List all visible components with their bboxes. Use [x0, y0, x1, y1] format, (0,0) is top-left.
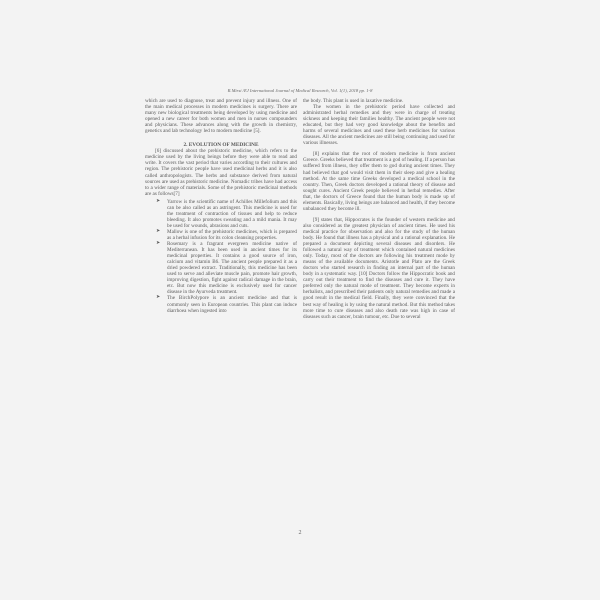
arrow-bullet-icon: ➤ [156, 241, 161, 247]
list-item [145, 295, 297, 313]
list-item [145, 199, 297, 229]
greece-paragraph: [8] explains that the root of modern medicine is from ancient Greece. Greeks believed that treatment is a god of healing. If a person has suffered from illness, they offer them to god during ancient times. They had believed that god would visit them in their sleep and give a healing method. At the same time Greeks developed a medical school in the country. Then, Greek doctors developed a rational theory of disease and sought cures. Ancient Greek people believed in herbal remedies. After that, the doctors of Greece found that the human body is made up of elements. Basically, living beings are balanced and health, if they become unbalanced they become ill. [303, 151, 456, 212]
arrow-bullet-icon: ➤ [156, 228, 161, 234]
right-column [303, 98, 455, 320]
bullet-text: Mallow is one of the prehistoric medicines, which is prepared as a herbal infusion for its colon cleansing properties. [167, 228, 297, 241]
bullet-text: The BirchPolypore is an ancient medicine and that is commonly seen in European countries. This plant can induce diarrhoea when ingested into [167, 295, 297, 314]
page-number: 2 [298, 530, 302, 536]
evolution-paragraph: [6] discussed about the prehistoric medicine, which refers to the medicine used by the living beings before they were able to read and write. It covers the vast period that varies according to their cultures and region. The prehistoric people have used medicinal herbs and it is also called anthropologists. The herbs and substance derived from natural sources are used as prehistoric medicine. Nomadic tribes have had access to a wider range of materials. Some of the prehistoric medicinal methods are as follows[7] [145, 148, 297, 197]
left-column [145, 98, 297, 314]
bullet-text: Rosemary is a fragrant evergreen medicine native of Mediterranean. It has been used in ancient times for its medicinal properties. It contains a good source of iron, calcium and vitamin B6. The ancient people prepared it as a dried powdered extract. Traditionally, this medicine has been used to serve and alleviate muscle pain, promote hair growth, improving digestion, fight against radical damage in the brain, etc. But now this medicine is exclusively used for cancer disease in the Ayurveda treatment. [167, 241, 297, 296]
continuation-paragraph: the body. This plant is used in laxative medicine. [303, 98, 404, 104]
arrow-bullet-icon: ➤ [156, 295, 161, 301]
bullet-list [145, 199, 297, 314]
list-item [145, 229, 297, 241]
section-heading: 2. EVOLUTION OF MEDICINE [183, 142, 259, 149]
list-item [145, 241, 297, 295]
hippocrates-paragraph: [9] states that, Hippocrates is the founder of western medicine and also considered as the greatest physician of ancient times. He used his medical practice for observation and also for the study of the human body. He found that illness has a physical and a rational explanation. He prepared a document depicting several diseases and disorders. He followed a natural way of treatment which contained natural medicines only. Today, most of the doctors are following his treatment mode by means of the available documents. Aristotle and Plato are the Greek doctors who started research in finding an internal part of the human body in a systematic way. [10] Doctors follow the Hippocratic book and carry out their treatment to find the diseases and cure it. They have preferred only the natural mode of treatment. They become experts in herbalists, and prescribed their patients only natural remedies and made a good result in the medical field. Finally, they were convinced that the best way of healing is by using the natural method. But this method takes more time to cure diseases and also death rate was high in case of diseases such as cancer, brain tumour, etc. Due to several [303, 216, 455, 320]
running-header: R.Mirsi /EJ International Journal of Medical Research, Vol. 1(1), 2018 pp. 1-8 [227, 88, 373, 93]
women-paragraph: The women in the prehistoric period have collected and administrated herbal remedies and they were in charge of treating sickness and keeping their families healthy. The ancient people were not educated, but they had very good knowledge about the benefits and harms of several medicines and used these herb medicines for various diseases. All the ancient medicines are still being continuing and used for various illnesses. [303, 104, 455, 147]
arrow-bullet-icon: ➤ [156, 198, 161, 204]
bullet-text: Yarrow is the scientific name of Achilles Millefolium and this can be also called as an astringent. This medicine is used for the treatment of contraction of tissues and help to reduce bleeding. It also promotes sweating and a mild mania. It may be used for wounds, abrasions and cuts. [167, 198, 297, 229]
intro-paragraph: which are used to diagnose, treat and prevent injury and illness. One of the main medical processes in modern medicines is surgery. There are many new biological treatments being developed by using medicine and opened a new career for both women and men in nurses compounders and physicians. These advances along with the growth in chemistry, genetics and lab technology led to modern medicine [5]. [145, 98, 297, 135]
